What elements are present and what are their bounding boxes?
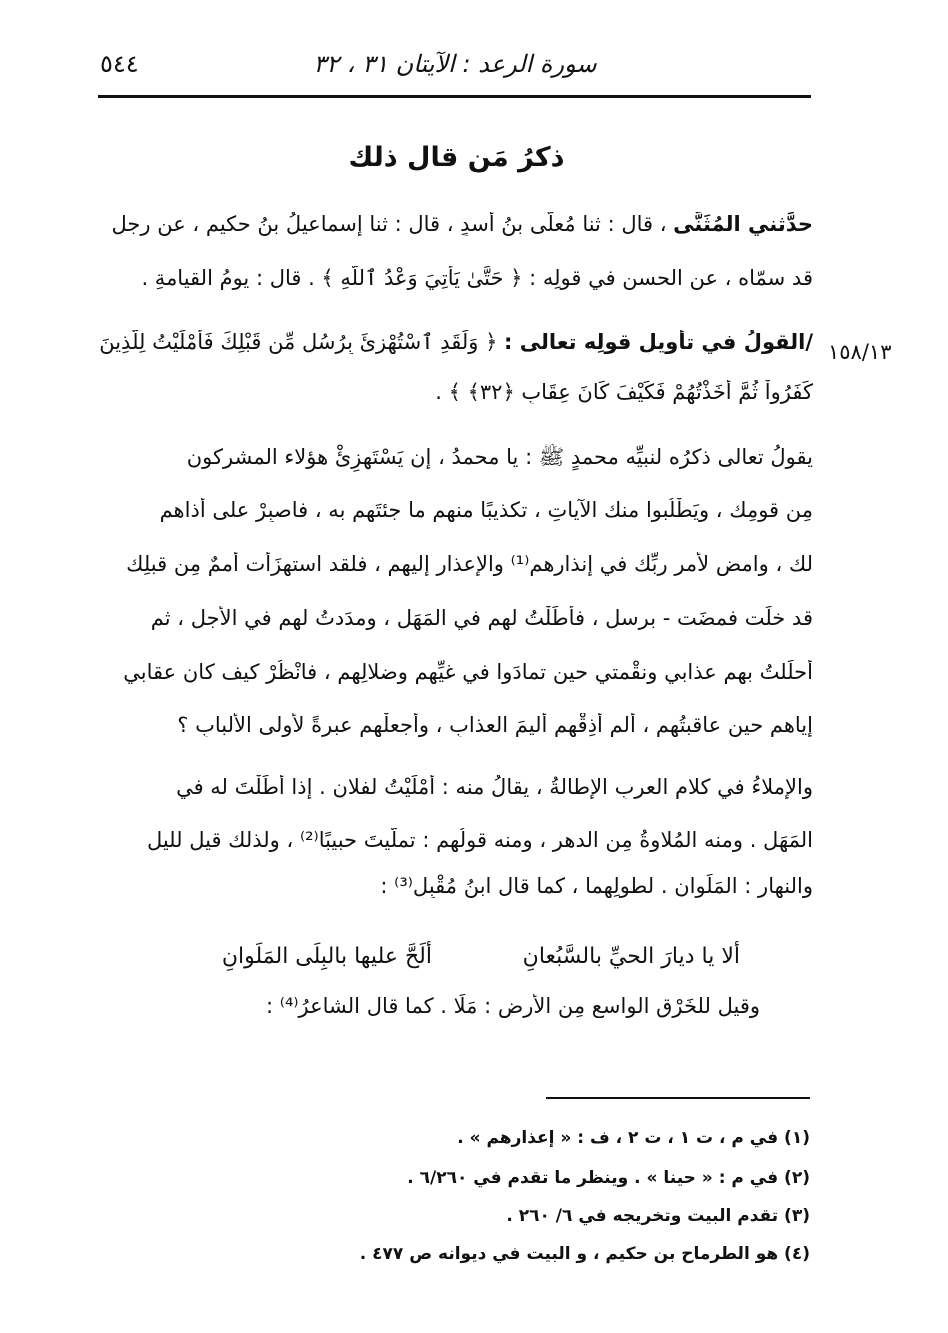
text-line [96, 660, 813, 684]
line-text: وقيل للخَرْقِ الواسعِ مِن الأرضِ : مَلًا . كما قال الشاعرُ⁽⁴⁾ : [266, 994, 760, 1018]
line-text: مِن قومِك ، ويَطْلُبوا منك الآياتِ ، تكذيبًا منهم ما جئتَهم به ، فاصبِرْ على أذاهم [159, 498, 813, 522]
line-text: قد سمّاه ، عن الحسنِ في قولِه : ﴿ حَتَّىٰ يَأْتِيَ وَعْدُ ٱللَّهِ ﴾ . قال : يومُ القيامةِ . [141, 266, 813, 290]
text-line [96, 498, 813, 522]
line-text: ، قال : ثنا مُعلَّى بنُ أسدٍ ، قال : ثنا إسماعيلُ بنُ حكيمٍ ، عن رجلٍ [111, 212, 674, 236]
text-line [96, 828, 813, 852]
footnote: (٢) في م : « حينا » . وينظر ما تقدم في ٦/٢٦٠ . [407, 1168, 810, 1188]
text-line [96, 552, 813, 576]
bold-lead: /القولُ في تأويلِ قولِه تعالى : [504, 330, 813, 354]
verse-first-hemistich: ألا يا ديارَ الحيِّ بالسَّبُعانِ [522, 944, 740, 969]
footnote: (٤) هو الطرماح بن حكيم ، و البيت في ديوانه ص ٤٧٧ . [359, 1244, 810, 1264]
line-text: والإملاءُ في كلامِ العربِ الإطالةُ ، يقالُ منه : أمْلَيْتُ لفلانٍ . إذا أطَلْتَ له في [176, 775, 813, 799]
section-heading: ذكرُ مَن قال ذلك [348, 142, 565, 173]
text-line [200, 994, 760, 1018]
text-line [96, 212, 813, 236]
text-line [96, 606, 813, 630]
text-line [96, 713, 813, 737]
line-text: إياهم حين عاقبتُهم ، ألم أُذِقْهم أليمَ العذابِ ، وأجعلْهم عبرةً لأولى الألبابِ ؟ [177, 713, 813, 737]
footnote: (١) في م ، ت ١ ، ت ٢ ، ف : « إعذارهم » . [457, 1128, 810, 1148]
header-divider [98, 95, 811, 98]
text-line [96, 330, 813, 354]
line-text: كَفَرُواْ ثُمَّ أَخَذْتُهُمْ فَكَيْفَ كَانَ عِقَابِ ﴿٣٢﴾ ﴾ . [435, 380, 813, 404]
line-text: ﴿ وَلَقَدِ ٱسْتُهْزِئَ بِرُسُلٍ مِّن قَبْلِكَ فَأَمْلَيْتُ لِلَّذِينَ [99, 330, 505, 354]
footnote-divider [546, 1097, 810, 1099]
line-text: يقولُ تعالى ذكرُه لنبيِّه محمدٍ ﷺ : يا محمدُ ، إن يَسْتَهزِئْ هؤلاء المشركون [186, 445, 813, 469]
line-text: قد خلَت فمضَت - برسلٍ ، فأطَلْتُ لهم في المَهَلِ ، ومدَدتُ لهم في الأجلِ ، ثم [150, 606, 813, 630]
text-line [96, 380, 813, 404]
verse-second-hemistich: ألَحَّ عليها بالبِلَى المَلَوانِ [221, 944, 432, 969]
line-text: لك ، وامضِ لأمرِ ربِّك في إنذارِهم⁽¹⁾ والإعذارِ إليهم ، فلقد استهزَأت أممٌ مِن قبلِك [126, 552, 813, 576]
text-line [96, 874, 813, 898]
bold-lead: حدَّثني المُثَنَّى [673, 212, 813, 236]
text-line [96, 775, 813, 799]
text-line [96, 444, 813, 475]
page-number: ٥٤٤ [100, 50, 139, 78]
footnote: (٣) تقدم البيت وتخريجه في ٦/ ٢٦٠ . [506, 1206, 810, 1226]
line-text: المَهَلِ . ومنه المُلاوةُ مِن الدهرِ ، ومنه قولُهم : تملَّيتَ حبيبًا⁽²⁾ ، ولذلك قيل لليلِ [146, 828, 813, 852]
line-text: والنهارِ : المَلَوان . لطولِهما ، كما قال ابنُ مُقْبِلٍ⁽³⁾ : [380, 874, 813, 898]
line-text: أحلَلتُ بهم عذابي ونقْمتي حين تمادَوا في غيِّهم وضلالِهم ، فانْظُرْ كيف كان عقابي [123, 660, 813, 684]
text-line [96, 266, 813, 290]
running-header-title: سورة الرعد : الآيتان ٣١ ، ٣٢ [313, 50, 597, 78]
margin-reference: ١٥٨/١٣ [828, 340, 892, 364]
